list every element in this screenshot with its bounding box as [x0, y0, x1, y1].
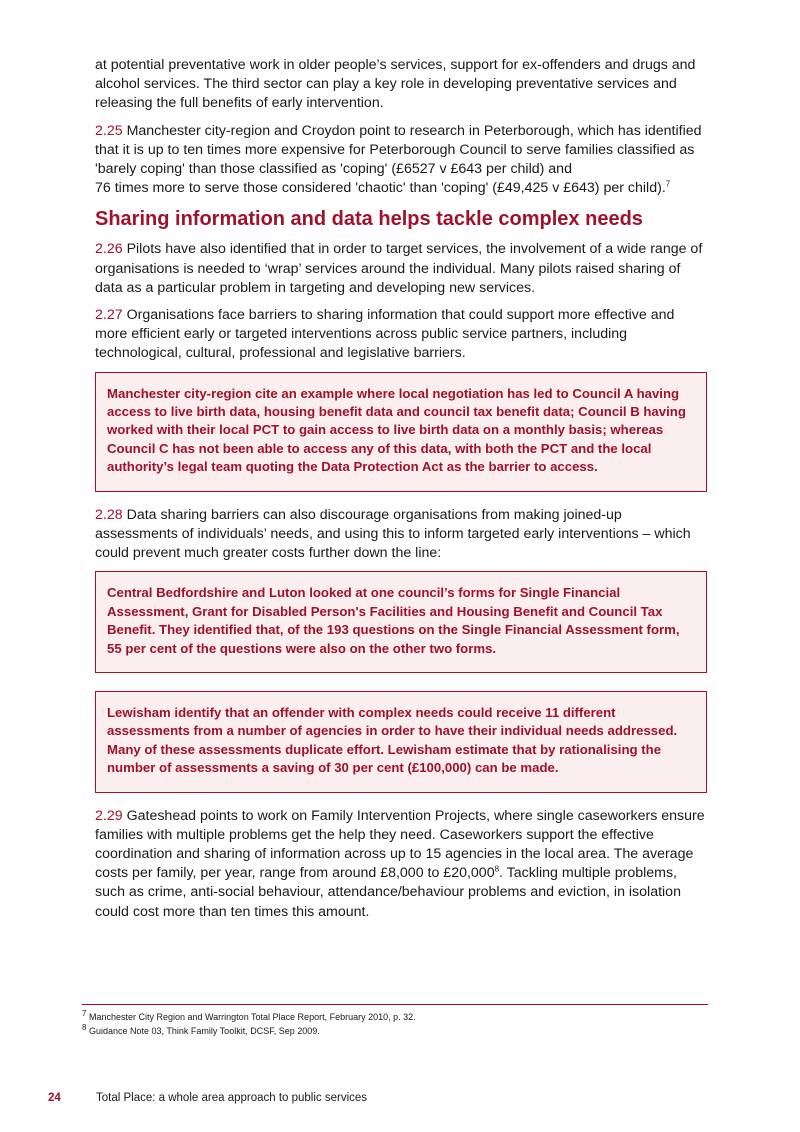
paragraph-text: and: [270, 122, 302, 139]
footnote-number: 7: [82, 1009, 87, 1018]
paragraph-2-27: [95, 306, 707, 364]
footnote-divider: [82, 1004, 708, 1005]
footnote: [82, 1024, 708, 1038]
paragraph-number: 2.27: [95, 307, 123, 324]
document-title: Total Place: a whole area approach to public services: [96, 1092, 368, 1104]
paragraph-text: . Tackling multiple problems, such as crime, anti-social behaviour, attendance/behaviour problems and eviction, in isolation could cost more than ten times this amount.: [95, 865, 681, 920]
case-study-box: [95, 691, 707, 793]
footnote-text: Manchester City Region and Warrington Total Place Report, February 2010, p. 32.: [86, 1012, 416, 1022]
case-study-box: [95, 372, 707, 492]
footnote-text: Guidance Note 03, Think Family Toolkit, DCSF, Sep 2009.: [86, 1026, 320, 1036]
place-name: Gateshead: [126, 807, 196, 824]
paragraph-text: point to research in Peterborough, which has identified that it is up to ten times more expensive for Peterborough Council to serve families classified as 'barely coping' than those classified as 'coping' (£6527 v £643 per child) and: [95, 122, 702, 178]
paragraph-2-29: [95, 807, 707, 922]
place-name: Croydon: [301, 122, 356, 139]
page-number: 24: [48, 1092, 61, 1104]
case-study-text: Central Bedfordshire and Luton looked at one council’s forms for Single Financial Assessment, Grant for Disabled Person's Facilities and Housing Benefit and Council Tax Benefit. They identified that, of the 193 questions on the Single Financial Assessment form, 55 per cent of the questions were also on the other two forms.: [107, 585, 680, 656]
footnote-ref[interactable]: 8: [494, 864, 500, 874]
page-content: [95, 56, 707, 930]
paragraph-number: 2.26: [95, 241, 123, 258]
page-footer: [48, 1091, 367, 1105]
section-heading: Sharing information and data helps tackle complex needs: [95, 208, 643, 231]
paragraph-2-26: [95, 240, 707, 298]
paragraph-2-25: [95, 122, 707, 199]
case-study-text: Lewisham identify that an offender with complex needs could receive 11 different assessments from a number of agencies in order to have their individual needs addressed. Many of these assessments duplicate effort. Lewisham estimate that by rationalising the number of assessments a saving of 30 per cent (£100,000) can be made.: [107, 704, 678, 776]
case-study-box: [95, 571, 707, 673]
paragraph-text: Organisations face barriers to sharing information that could support more effective and more efficient early or targeted interventions across public service partners, including technological, cultural, professional and legislative barriers.: [95, 307, 675, 362]
place-name: Manchester city-region: [126, 122, 271, 139]
paragraph-text: points to work on Family Intervention Projects, where single caseworkers ensure families with multiple problems get the help they need. Caseworkers support the effective coordination and sharing of information across up to 15 agencies in the local area. The average costs per family, per year, range from around £8,000 to £20,000: [95, 807, 705, 882]
case-study-text: Manchester city-region cite an example where local negotiation has led to Council A having access to live birth data, housing benefit data and council tax benefit data; Council B having worked with their local PCT to gain access to live birth data on a monthly basis; whereas Council C has not been able to access any of this data, with both the PCT and the local authority’s legal team quoting the Data Protection Act as the barrier to access.: [107, 385, 686, 475]
footnotes: [82, 1010, 708, 1038]
paragraph-number: 2.25: [95, 122, 123, 139]
paragraph-text: 76 times more to serve those considered 'chaotic' than 'coping' (£49,425 v £643) per child).: [95, 180, 666, 197]
paragraph-text: Data sharing barriers can also discourage organisations from making joined-up assessments of individuals’ needs, and using this to inform targeted early interventions – which could prevent much greater costs further down the line:: [95, 506, 691, 562]
paragraph-text: Pilots have also identified that in order to target services, the involvement of a wide range of organisations is needed to ‘wrap’ services around the individual. Many pilots raised sharing of data as a particular problem in targeting and developing new services.: [95, 241, 703, 296]
intro-paragraph: at potential preventative work in older people’s services, support for ex-offenders and drugs and alcohol services. The third sector can play a key role in developing preventative services and releasing the full benefits of early intervention.: [95, 57, 696, 112]
footnote-ref[interactable]: 7: [665, 179, 671, 189]
paragraph-2-28: [95, 506, 707, 564]
paragraph-number: 2.29: [95, 807, 123, 824]
footnote: [82, 1010, 708, 1024]
paragraph-number: 2.28: [95, 506, 123, 523]
footnote-number: 8: [82, 1023, 87, 1032]
